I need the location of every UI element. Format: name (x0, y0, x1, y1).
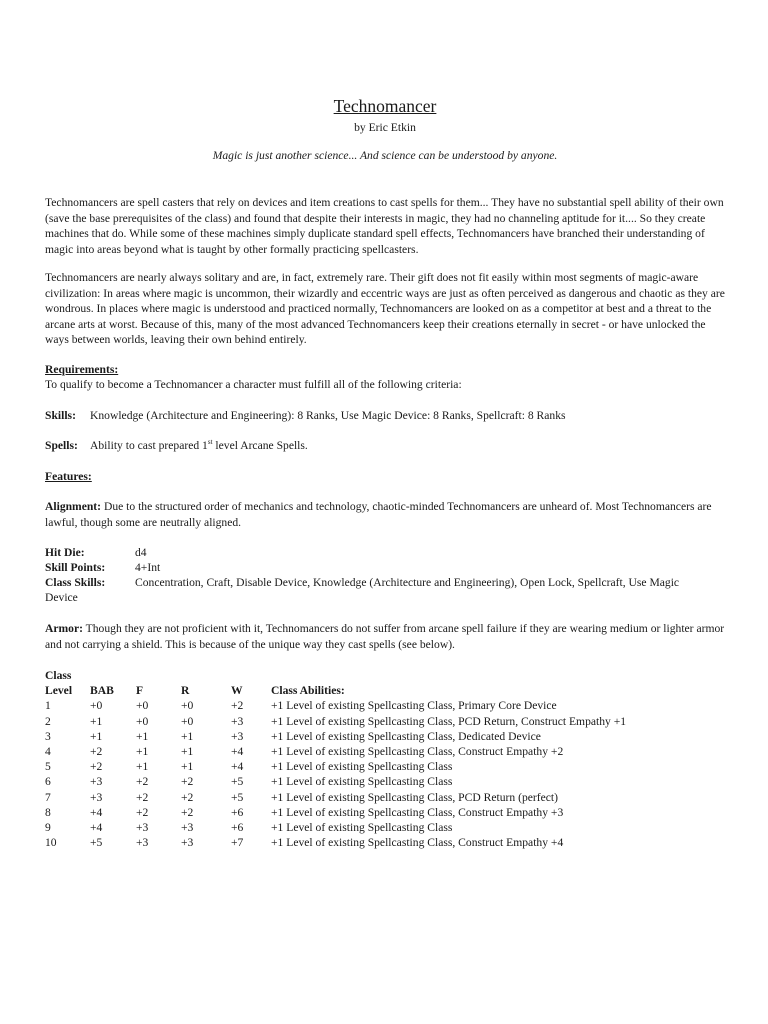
cell-level: 4 (45, 745, 51, 759)
cell-fort: +1 (136, 745, 149, 759)
cell-bab: +5 (90, 836, 103, 850)
cell-abilities: +1 Level of existing Spellcasting Class, Construct Empathy +2 (271, 745, 564, 759)
cell-fort: +2 (136, 790, 149, 804)
header-will: W (231, 684, 243, 698)
cell-abilities: +1 Level of existing Spellcasting Class, PCD Return (perfect) (271, 790, 558, 804)
cell-bab: +1 (90, 729, 103, 743)
hit-die-value: d4 (135, 546, 147, 559)
cell-bab: +4 (90, 821, 103, 835)
alignment-text: Due to the structured order of mechanics and technology, chaotic-minded Technomancers are unheard of. Most Technomancers are lawful, though some are neutrally aligned. (45, 500, 712, 529)
cell-bab: +1 (90, 714, 103, 728)
spells-value: Ability to cast prepared 1st level Arcane Spells. (90, 438, 308, 452)
cell-will: +7 (231, 836, 244, 850)
cell-ref: +1 (181, 729, 194, 743)
skills-value: Knowledge (Architecture and Engineering): 8 Ranks, Use Magic Device: 8 Ranks, Spellcraft: 8 Ranks (90, 409, 566, 422)
cell-will: +3 (231, 729, 244, 743)
cell-abilities: +1 Level of existing Spellcasting Class (271, 760, 453, 774)
table-header-row (45, 683, 626, 698)
skill-points-label: Skill Points: (45, 561, 106, 574)
cell-bab: +3 (90, 775, 103, 789)
class-skills-continued (45, 590, 745, 606)
armor-paragraph (45, 621, 725, 652)
cell-bab: +2 (90, 745, 103, 759)
table-row (45, 774, 626, 789)
hit-die-row (45, 545, 745, 561)
skills-label: Skills: (45, 409, 76, 422)
cell-will: +3 (231, 714, 244, 728)
cell-bab: +0 (90, 699, 103, 713)
cell-abilities: +1 Level of existing Spellcasting Class, Construct Empathy +4 (271, 836, 564, 850)
cell-ref: +2 (181, 790, 194, 804)
cell-level: 2 (45, 714, 51, 728)
table-row (45, 744, 626, 759)
cell-fort: +2 (136, 775, 149, 789)
intro-paragraph-2: Technomancers are nearly always solitary and are, in fact, extremely rare. Their gift does not fit easily within most segments of magic-aware civilization: In areas where magic is uncommon, their wizardly and eccentric ways are just as often perceived as dangerous and chaotic as they are wondrous. In places where magic is understood and practiced normally, Technomancers are looked on as a competitor at best and a threat to the arcane arts at worst. Because of this, many of the most advanced Technomancers keep their creations eternally in secret - or have unlocked the ways between worlds, leaving their own behind entirely. (45, 271, 725, 347)
cell-will: +5 (231, 775, 244, 789)
cell-level: 8 (45, 805, 51, 819)
requirements-heading: Requirements: (45, 363, 119, 376)
cell-level: 3 (45, 729, 51, 743)
cell-fort: +1 (136, 760, 149, 774)
armor-text: Though they are not proficient with it, Technomancers do not suffer from arcane spell failure if they are wearing medium or lighter armor and not carrying a shield. This is because of the unique way they cast spells (see below). (45, 622, 725, 651)
cell-level: 5 (45, 760, 51, 774)
cell-level: 6 (45, 775, 51, 789)
cell-ref: +2 (181, 775, 194, 789)
cell-abilities: +1 Level of existing Spellcasting Class, Dedicated Device (271, 729, 541, 743)
cell-will: +4 (231, 745, 244, 759)
armor-label: Armor: (45, 622, 83, 635)
cell-will: +2 (231, 699, 244, 713)
alignment-paragraph (45, 499, 725, 530)
table-row (45, 759, 626, 774)
features-heading: Features: (45, 470, 92, 483)
cell-will: +4 (231, 760, 244, 774)
cell-level: 10 (45, 836, 57, 850)
table-row (45, 805, 626, 820)
skill-points-value: 4+Int (135, 561, 161, 574)
header-class-abilities: Class Abilities: (271, 684, 345, 698)
class-skills-value: Concentration, Craft, Disable Device, Knowledge (Architecture and Engineering), Open Lock, Spellcraft, Use Magic (135, 576, 680, 589)
cell-ref: +0 (181, 699, 194, 713)
table-row (45, 835, 626, 850)
hit-die-label: Hit Die: (45, 546, 85, 559)
cell-will: +6 (231, 805, 244, 819)
class-skills-row (45, 575, 745, 591)
cell-ref: +2 (181, 805, 194, 819)
header-ref: R (181, 684, 190, 698)
cell-abilities: +1 Level of existing Spellcasting Class, Primary Core Device (271, 699, 557, 713)
cell-abilities: +1 Level of existing Spellcasting Class, Construct Empathy +3 (271, 805, 564, 819)
class-skills-cont: Device (45, 591, 78, 604)
cell-level: 1 (45, 699, 51, 713)
intro-paragraph-1: Technomancers are spell casters that rely on devices and item creations to cast spells for them... They have no substantial spell ability of their own (save the base prerequisites of the class) and found that despite their interests in magic, they had no channeling aptitude for it.... So they create machines that do. While some of these machines simply duplicate standard spell effects, Technomancers have branched their understanding of magic into areas beyond what is taught by other formally practicing spellcasters. (45, 196, 724, 256)
cell-abilities: +1 Level of existing Spellcasting Class, PCD Return, Construct Empathy +1 (271, 714, 627, 728)
cell-fort: +0 (136, 699, 149, 713)
skills-requirement (45, 408, 745, 424)
spells-requirement (45, 438, 745, 454)
header-level: Level (45, 684, 73, 698)
epigraph: Magic is just another science... And science can be understood by anyone. (212, 149, 558, 162)
alignment-label: Alignment: (45, 500, 102, 513)
cell-ref: +1 (181, 745, 194, 759)
table-body (45, 698, 626, 850)
cell-bab: +4 (90, 805, 103, 819)
cell-abilities: +1 Level of existing Spellcasting Class (271, 821, 453, 835)
cell-level: 7 (45, 790, 51, 804)
cell-fort: +0 (136, 714, 149, 728)
cell-bab: +2 (90, 760, 103, 774)
table-row (45, 698, 626, 713)
table-row (45, 790, 626, 805)
requirements-intro: To qualify to become a Technomancer a character must fulfill all of the following criteria: (45, 378, 462, 391)
cell-abilities: +1 Level of existing Spellcasting Class (271, 775, 453, 789)
cell-will: +5 (231, 790, 244, 804)
cell-fort: +3 (136, 836, 149, 850)
header-fort: F (136, 684, 144, 698)
class-skills-label: Class Skills: (45, 576, 106, 589)
page-title: Technomancer (333, 96, 437, 116)
cell-fort: +3 (136, 821, 149, 835)
table-row (45, 820, 626, 835)
skill-points-row (45, 560, 745, 576)
table-row (45, 729, 626, 744)
cell-ref: +0 (181, 714, 194, 728)
spells-label: Spells: (45, 439, 78, 452)
cell-bab: +3 (90, 790, 103, 804)
table-header-top-row (45, 668, 626, 683)
cell-will: +6 (231, 821, 244, 835)
cell-ref: +1 (181, 760, 194, 774)
cell-fort: +1 (136, 729, 149, 743)
author-line: by Eric Etkin (354, 121, 416, 134)
table-row (45, 714, 626, 729)
cell-ref: +3 (181, 821, 194, 835)
class-progression-table (45, 668, 626, 850)
header-class: Class (45, 669, 72, 682)
cell-level: 9 (45, 821, 51, 835)
header-bab: BAB (90, 684, 114, 698)
cell-fort: +2 (136, 805, 149, 819)
cell-ref: +3 (181, 836, 194, 850)
